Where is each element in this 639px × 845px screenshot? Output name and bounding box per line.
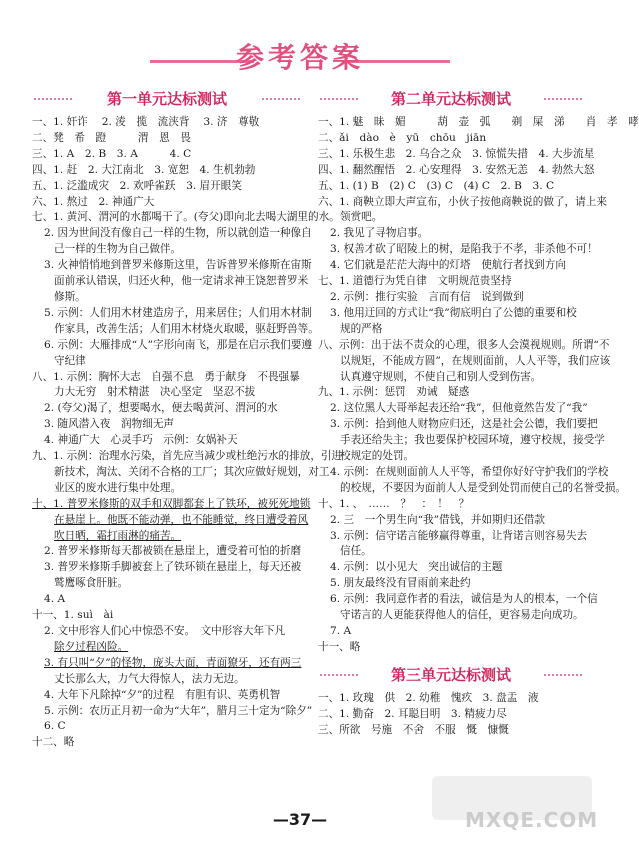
- answer-line: 除夕过程凶险。: [54, 640, 129, 653]
- answer-line: 2. 三 一个男生向“我”借钱，并如期归还借款: [330, 513, 545, 526]
- answer-line: 修斯。: [54, 290, 86, 303]
- answer-line: 九、1. 示例：治理水污染，首先应当减少或杜绝污水的排放，引进: [32, 450, 343, 463]
- answer-line: 2. (夸父)渴了，想要喝水，便去喝黄河、渭河的水: [44, 402, 278, 415]
- answer-line: 十一、1. suì ài: [32, 609, 114, 622]
- answer-line: 六、1. 商鞅立即大声宣布，小伙子按他商鞅说的做了，请上来: [318, 195, 607, 208]
- answer-line: 八、1. 示例：胸怀大志 自强不息 勇于献身 不畏强暴: [32, 370, 300, 383]
- answer-line: 领赏吧。: [340, 211, 383, 224]
- answer-line: 4. 神通广大 心灵手巧 示例：女娲补天: [44, 434, 238, 447]
- answer-line: 七、1. 黄河、渭河的水都喝干了。(夸父)即向北去喝大湖里的水。: [32, 211, 340, 224]
- answer-line: 3. 权善才砍了昭陵上的树，是陷我于不孝，非杀他不可！: [330, 243, 598, 256]
- answer-line: 5. 示例：农历正月初一命为“大年”，腊月三十定为“除夕”: [44, 704, 313, 717]
- answer-line: 二、1. 勤奋 2. 耳聪目明 3. 精疲力尽: [318, 707, 507, 720]
- unit2-heading: 第二单元达标测试: [318, 88, 584, 109]
- answer-line: 6. C: [44, 720, 66, 733]
- answer-line: 5. 朋友最终没有冒雨前来赴约: [330, 577, 471, 590]
- answer-line: 校规定的处罚。: [340, 450, 415, 463]
- unit1-heading: 第一单元达标测试: [32, 88, 302, 109]
- answer-line: 4. 示例：在规则面前人人平等，希望你好好守护我们的学校: [330, 465, 609, 478]
- unit3-answers: [318, 691, 584, 739]
- answer-line: 八、示例：出于法不责众的心理，很多人会漠视规则。所谓“不: [318, 338, 610, 351]
- answer-line: 七、1. 道德行为凭自律 文明规范贵坚持: [318, 275, 512, 288]
- answer-line: 五、1. (1) B (2) C (3) C (4) C 2. B 3. C: [318, 179, 555, 192]
- answer-line: 4. 大年下凡除掉“夕”的过程 有胆有识、英勇机智: [44, 688, 281, 701]
- answer-line: 四、1. 翻然醒悟 2. 心安理得 3. 安然无恙 4. 勃然大怒: [318, 163, 595, 176]
- page-title: 参考答案: [235, 41, 364, 74]
- answer-line: 守纪律: [54, 354, 86, 367]
- answer-line: 2. 因为世间没有像自己一样的生物，所以就创造一种像自: [44, 227, 312, 240]
- answer-line: 以规矩，不能成方圆”，在规则面前，人人平等，我们应该: [340, 354, 611, 367]
- answer-line: 在悬崖上。他既不能动弹，也不能睡觉，终日遭受着风: [54, 513, 309, 526]
- answer-line: 三、1. 乐极生悲 2. 乌合之众 3. 惊慌失措 4. 大步流星: [318, 147, 595, 160]
- answer-line: 十一、略: [318, 640, 361, 653]
- answer-line: 3. 示例：拾到他人财物应归还，这是社会公德，我们要把: [330, 418, 598, 431]
- answer-line: 一、1. 玫瑰 供 2. 幼稚 愧疚 3. 盘盂 液: [318, 691, 539, 704]
- answer-line: 7. A: [330, 625, 352, 637]
- answer-line: 四、1. 赶 2. 大江南北 3. 宽恕 4. 生机勃勃: [32, 163, 256, 176]
- answer-line: 己一样的生物为自己做伴。: [54, 243, 182, 256]
- answer-line: 作家具，改善生活；人们用木材烧火取暖，驱赶野兽等。: [54, 322, 319, 335]
- answer-line: 业区的废水进行集中处理。: [54, 481, 182, 494]
- answer-line: 认真遵守规则，不使自己和别人受到伤害。: [340, 370, 542, 383]
- answer-line: 十、1. 普罗米修斯的双手和双脚都套上了铁环，被死死地锁: [32, 497, 311, 510]
- answer-line: 新技术，淘汰、关闭不合格的工厂；其次应做好规划，对工: [54, 465, 330, 478]
- answer-line: 2. 文中形容人们心中惊恐不安。 文中形容大年下凡: [44, 625, 286, 637]
- page-number: —37—: [272, 810, 328, 829]
- answer-line: 信任。: [340, 545, 372, 558]
- answer-line: 4. 示例：以小见大 突出诚信的主题: [330, 561, 503, 574]
- answer-line: 三、1. A 2. B 3. A 4. C: [32, 147, 192, 160]
- answer-line: 3. 他用迂回的方式让“我”彻底明白了公德的重要和校: [330, 306, 577, 319]
- answer-line: 3. 普罗米修斯手脚被套上了铁环锁在悬崖上，每天还被: [44, 561, 302, 574]
- answer-line: 一、1. 魅 昧 媚 葫 壶 弧 剃 屎 涕 肖 孝 哮: [318, 116, 639, 128]
- answer-line: 丈长那么大，力气大得惊人，法力无边。: [54, 672, 245, 685]
- answer-line: 4. A: [44, 593, 66, 606]
- answer-line: 4. 它们就是茫茫大海中的灯塔 使航行者找到方向: [330, 259, 566, 272]
- answer-line: 的校规，不要因为面前人人是受到处罚而使自己的名誉受损。: [340, 481, 627, 494]
- answer-line: 6. 示例：大雁排成“人”字形向南飞，那是在启示我们要遵: [44, 338, 312, 351]
- answer-line: 十、1. 、 …… ？ ： ！ ？: [318, 497, 470, 510]
- answer-line: 二、ǎi dào è yū chōu jiān: [318, 131, 487, 144]
- answer-line: 3. 火神悄悄地到普罗米修斯这里，告诉普罗米修斯在宙斯: [44, 259, 312, 272]
- answer-line: 2. 我见了寻物启事。: [330, 227, 429, 240]
- answer-line: 3. 有只叫“夕”的怪物，庞头大面，青面獠牙，还有两三: [44, 656, 302, 669]
- answer-line: 守诺言的人更能获得他人的信任，更容易走向成功。: [340, 609, 584, 622]
- answer-line: 规的严格: [340, 322, 383, 335]
- answer-line: 一、1. 奸诈 2. 淩 揽 流浃背 3. 济 尊敬: [32, 116, 260, 128]
- watermark-text: MXQE.COM: [465, 808, 599, 832]
- answer-line: 面前承认错误，归还火种，他一定请求神王饶恕普罗米: [54, 275, 309, 288]
- unit2-answers: [318, 115, 639, 656]
- answer-line: 吹日晒，霜打雨淋的痛苦。: [54, 529, 182, 542]
- answer-line: 3. 示例：信守诺言能够赢得尊重，让背诺言则容易失去: [330, 529, 588, 542]
- right-column: [318, 86, 639, 739]
- answer-line: 5. 示例：人们用木材建造房子，用来居住；人们用木材制: [44, 306, 312, 319]
- answer-line: 力大无穷 射术精湛 决心坚定 坚忍不拔: [54, 386, 256, 399]
- answer-line: 十二、略: [32, 736, 75, 749]
- answer-line: 五、1. 泛滥成灾 2. 欢呼雀跃 3. 眉开眼笑: [32, 179, 242, 192]
- answer-line: 2. 示例：推行实验 言而有信 说到做到: [330, 290, 524, 303]
- answer-line: 鹫鹰啄食肝脏。: [54, 577, 129, 590]
- answer-line: 2. 普罗米修斯每天都被锁在悬崖上，遭受着可怕的折磨: [44, 545, 302, 558]
- answer-line: 二、凳 希 蹬 渭 恩 畏: [32, 131, 191, 144]
- answer-line: 九、1. 示例：惩罚 劝诫 疑惑: [318, 386, 470, 399]
- answer-line: 3. 随风潜入夜 润物细无声: [44, 418, 175, 431]
- answer-line: 三、所欲 号施 不舍 不服 慨 慷慨: [318, 723, 509, 736]
- answer-line: 六、1. 熬过 2. 神通广大: [32, 195, 155, 208]
- answer-line: 2. 这位黑人大哥举起表还给“我”，但他竟然告发了“我”: [330, 402, 588, 415]
- answer-line: 6. 示例：我同意作者的看法，诚信是为人的根本，一个信: [330, 593, 598, 606]
- answer-line: 手表还给失主；我也要保护校园环境，遵守校规，接受学: [340, 434, 605, 447]
- unit3-heading: 第三单元达标测试: [318, 664, 584, 685]
